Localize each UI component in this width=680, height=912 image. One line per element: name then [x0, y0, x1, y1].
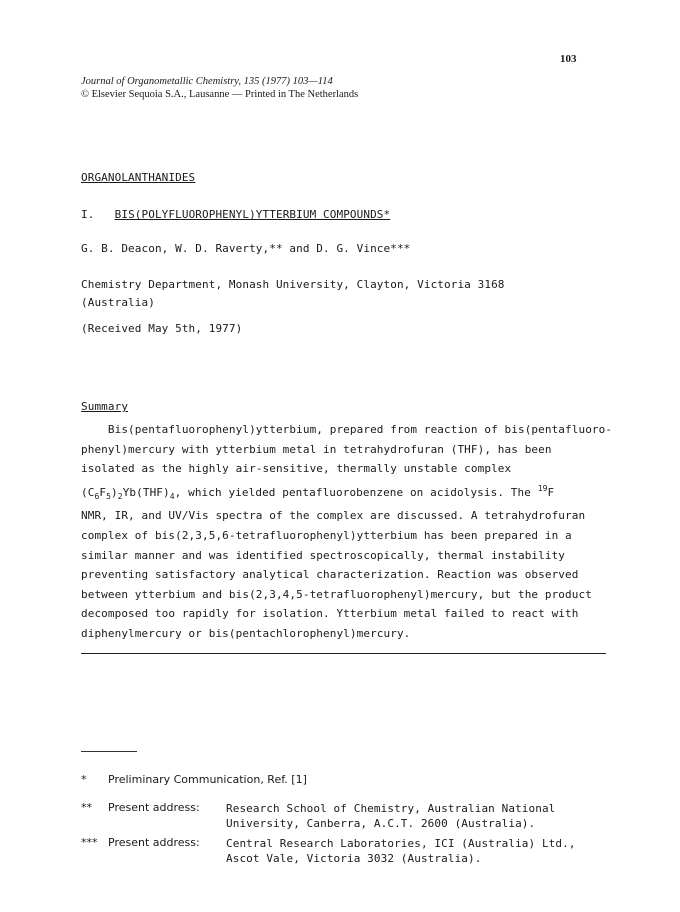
summary-line	[81, 479, 612, 507]
affiliation-line: Chemistry Department, Monash University, Clayton, Victoria 3168	[81, 278, 505, 291]
summary-text: , which yielded pentafluorobenzene on acidolysis. The	[174, 485, 538, 499]
summary-line: phenyl)mercury with ytterbium metal in tetrahydrofuran (THF), has been	[81, 442, 552, 456]
copyright-notice: © Elsevier Sequoia S.A., Lausanne — Printed in The Netherlands	[81, 89, 359, 100]
formula-subscript: 4	[169, 491, 175, 501]
summary-line: decomposed too rapidly for isolation. Ytterbium metal failed to react with	[81, 607, 579, 621]
address-line: Ascot Vale, Victoria 3032 (Australia).	[226, 852, 482, 865]
title-text: BIS(POLYFLUOROPHENYL)YTTERBIUM COMPOUNDS*	[114, 208, 391, 221]
series-title: ORGANOLANTHANIDES	[81, 171, 196, 184]
summary-line: between ytterbium and bis(2,3,4,5-tetrafluorophenyl)mercury, but the product	[81, 587, 592, 601]
received-date: (Received May 5th, 1977)	[81, 322, 243, 335]
summary-text: Bis(pentafluorophenyl)ytterbium, prepared from reaction of bis(pentafluoro-	[107, 423, 613, 436]
footnote-text: Preliminary Communication, Ref. [1]	[108, 773, 307, 786]
formula-part: )	[111, 485, 118, 499]
summary-line: complex of bis(2,3,5,6-tetrafluorophenyl)ytterbium has been prepared in a	[81, 528, 572, 542]
summary-line: NMR, IR, and UV/Vis spectra of the complex are discussed. A tetrahydrofuran	[81, 509, 586, 523]
footnote-address	[226, 836, 576, 866]
footnote-marker: ***	[81, 836, 98, 849]
affiliation	[81, 276, 505, 312]
title-number: I.	[81, 208, 95, 221]
formula-part: F	[99, 485, 107, 499]
article-title	[81, 208, 390, 221]
formula	[81, 486, 175, 499]
address-line: University, Canberra, A.C.T. 2600 (Australia).	[226, 817, 536, 830]
address-line: Central Research Laboratories, ICI (Australia) Ltd.,	[226, 837, 576, 850]
summary-line: isolated as the highly air-sensitive, thermally unstable complex	[81, 462, 512, 476]
summary-line: similar manner and was identified spectroscopically, thermal instability	[81, 548, 566, 562]
affiliation-line: (Australia)	[81, 296, 155, 309]
summary-line: preventing satisfactory analytical characterization. Reaction was observed	[81, 568, 579, 582]
journal-citation: Journal of Organometallic Chemistry, 135 (1977) 103—114	[81, 76, 333, 87]
address-line: Research School of Chemistry, Australian National	[226, 802, 556, 815]
footnote-marker: *	[81, 773, 87, 786]
footnote-marker: **	[81, 801, 92, 814]
footnote-address	[226, 801, 555, 831]
summary-heading: Summary	[81, 400, 129, 413]
formula-subscript: 6	[94, 491, 100, 501]
summary-body	[81, 420, 612, 644]
footnote-divider	[81, 751, 137, 752]
page-number: 103	[560, 53, 577, 65]
summary-divider	[81, 653, 606, 654]
formula-part: Yb(THF)	[122, 485, 170, 499]
summary-text: F	[547, 485, 555, 499]
formula-part: (C	[81, 485, 95, 499]
footnote-label: Present address:	[108, 836, 200, 849]
formula-subscript: 5	[106, 491, 112, 501]
author-list: G. B. Deacon, W. D. Raverty,** and D. G. Vince***	[81, 242, 411, 255]
formula-subscript: 2	[117, 491, 123, 501]
summary-line: diphenylmercury or bis(pentachlorophenyl)mercury.	[81, 626, 411, 640]
isotope-superscript: 19	[537, 483, 548, 493]
footnote-label: Present address:	[108, 801, 200, 814]
summary-line	[81, 420, 612, 440]
